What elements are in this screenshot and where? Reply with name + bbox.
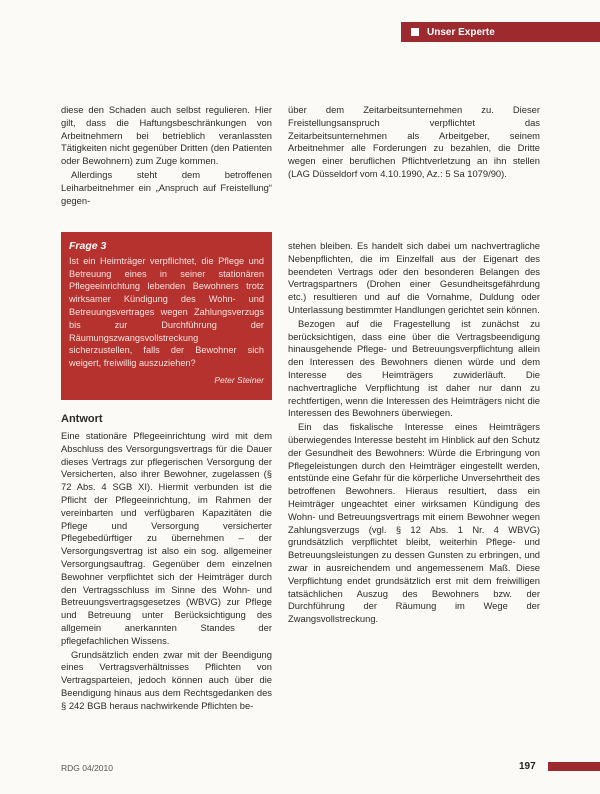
question-author: Peter Steiner (214, 374, 264, 385)
section-tag (401, 22, 600, 42)
section-tag-label: Unser Experte (427, 26, 495, 38)
paragraph: Ein das fiskalische Interesse eines Heimträgers überwiegendes Interesse besteht im Hinblick auf den Schutz der Gesundheit des Bewohners: Würde die Erbringung von Pflegeleistungen durch den Heimträger eingestellt werden, entstünde eine Gefahr für die körperliche Unversehrtheit des betroffenen Bewohners. Hieraus resultiert, dass ein Heimträger ungeachtet einer wirksamen Kündigung des Wohn- und Betreuungsvertrags mit einem Bewohner wegen Zahlungsverzugs (vgl. § 12 Abs. 1 Nr. 4 WBVG) grundsätzlich verpflichtet bleibt, weiterhin Pflege- und Betreuungsleistungen zu dessen Gunsten zu erbringen, und zwar in ausreichendem und angemessenem Maß. Diese Verpflichtung endet grundsätzlich erst mit dem freiwilligen tatsächlichen Auszug des Bewohners bzw. der Durchführung der Räumung im Wege der Zwangsvollstreckung. (288, 421, 540, 625)
right-column-top (288, 104, 540, 181)
answer-heading: Antwort (61, 413, 103, 425)
paragraph: Grundsätzlich enden zwar mit der Beendigung eines Vertragsverhältnisses Pflichten von Vertragsparteien, jedoch können auch über die Beendigung hinaus aus dem Rechtsgedanken des § 242 BGB heraus nachwirkende Pflichten be- (61, 648, 272, 711)
paragraph: Bezogen auf die Fragestellung ist zunächst zu berücksichtigen, dass eine über die Vertragsbeendigung hinausgehende Pflege- und Betreuungsverpflichtung allein den Interessen des Bewohners dienen würde und dem Interesse des Heimträgers zuwiderläuft. Die nachvertragliche Verpflichtung ist daher nur dann zu rechtfertigen, wenn die Interessen des Heimträgers nicht die Interessen des Bewohners überwiegen. (288, 317, 540, 419)
footer-bar (548, 762, 600, 771)
question-text: Ist ein Heimträger verpflichtet, die Pflege und Betreuung eines in seiner stationären Pflegeeinrichtung lebenden Bewohners trotz wirksamer Kündigung des Wohn- und Betreuungsvertrages wegen Zahlungsverzugs bis zur Durchführung der Räumungszwangsvollstreckung sicherzustellen, falls der Bewohner sich weigert, freiwillig auszuziehen? (69, 255, 264, 369)
paragraph: Eine stationäre Pflegeeinrichtung wird mit dem Abschluss des Versorgungsvertrags für die Dauer dieses Vertrags zur pflegerischen Versorgung der Versicherten, also ihrer Bewohner, zugelassen (§ 72 Abs. 4 SGB XI). Hiermit verbunden ist die Pflicht der Pflegeeinrichtung, im Rahmen der vereinbarten und verfügbaren Kapazitäten die Pflege und Versorgung versicherter Pflegebedürftiger zu übernehmen – der Versorgungsvertrag ist also ein sog. allgemeiner Versorgungsauftrag. Gegenüber dem einzelnen Bewohner verpflichtet sich der Heimträger durch den Vertragsschluss im Sinne des Wohn- und Betreuungsvertragsgesetzes (WBVG) zur Pflege und Betreuung unter Berücksichtigung des allgemein anerkannten Standes der pflegefachlichen Wissens. (61, 430, 272, 646)
page-number: 197 (519, 761, 536, 772)
square-icon (411, 28, 419, 36)
paragraph: diese den Schaden auch selbst regulieren. Hier gilt, dass die Haftungsbeschränkungen von Arbeitnehmern bei betrieblich veranlassten Tätigkeiten nicht gegenüber Dritten (den Patienten oder Bewohnern) zum Zuge kommen. (61, 104, 272, 167)
question-title: Frage 3 (69, 240, 107, 252)
footer-issue: RDG 04/2010 (61, 763, 113, 773)
left-column-top (61, 104, 272, 207)
question-box (61, 232, 272, 400)
paragraph: stehen bleiben. Es handelt sich dabei um nachvertragliche Nebenpflichten, die im Einzelfall aus der Eigenart des beendeten Vertrags oder den besonderen Belangen des Vertragspartners (Drohen einer Gesundheitsgefährdung etc.) resultieren und auf die Vornahme, Duldung oder Unterlassung bestimmter Handlungen gerichtet sein können. (288, 240, 540, 315)
paragraph: über dem Zeitarbeitsunternehmen zu. Dieser Freistellungsanspruch verpflichtet das Zeitarbeitsunternehmen als Arbeitgeber, seinem Arbeitnehmer alle Forderungen zu bezahlen, die Dritte wegen einer beruflichen Pflichtverletzung an ihn stellen (LAG Düsseldorf vom 4.10.1990, Az.: 5 Sa 1079/90). (288, 104, 540, 179)
answer-column (61, 430, 272, 713)
right-column-main (288, 240, 540, 626)
paragraph: Allerdings steht dem betroffenen Leiharbeitnehmer ein „Anspruch auf Freistellung“ gegen- (61, 168, 272, 206)
